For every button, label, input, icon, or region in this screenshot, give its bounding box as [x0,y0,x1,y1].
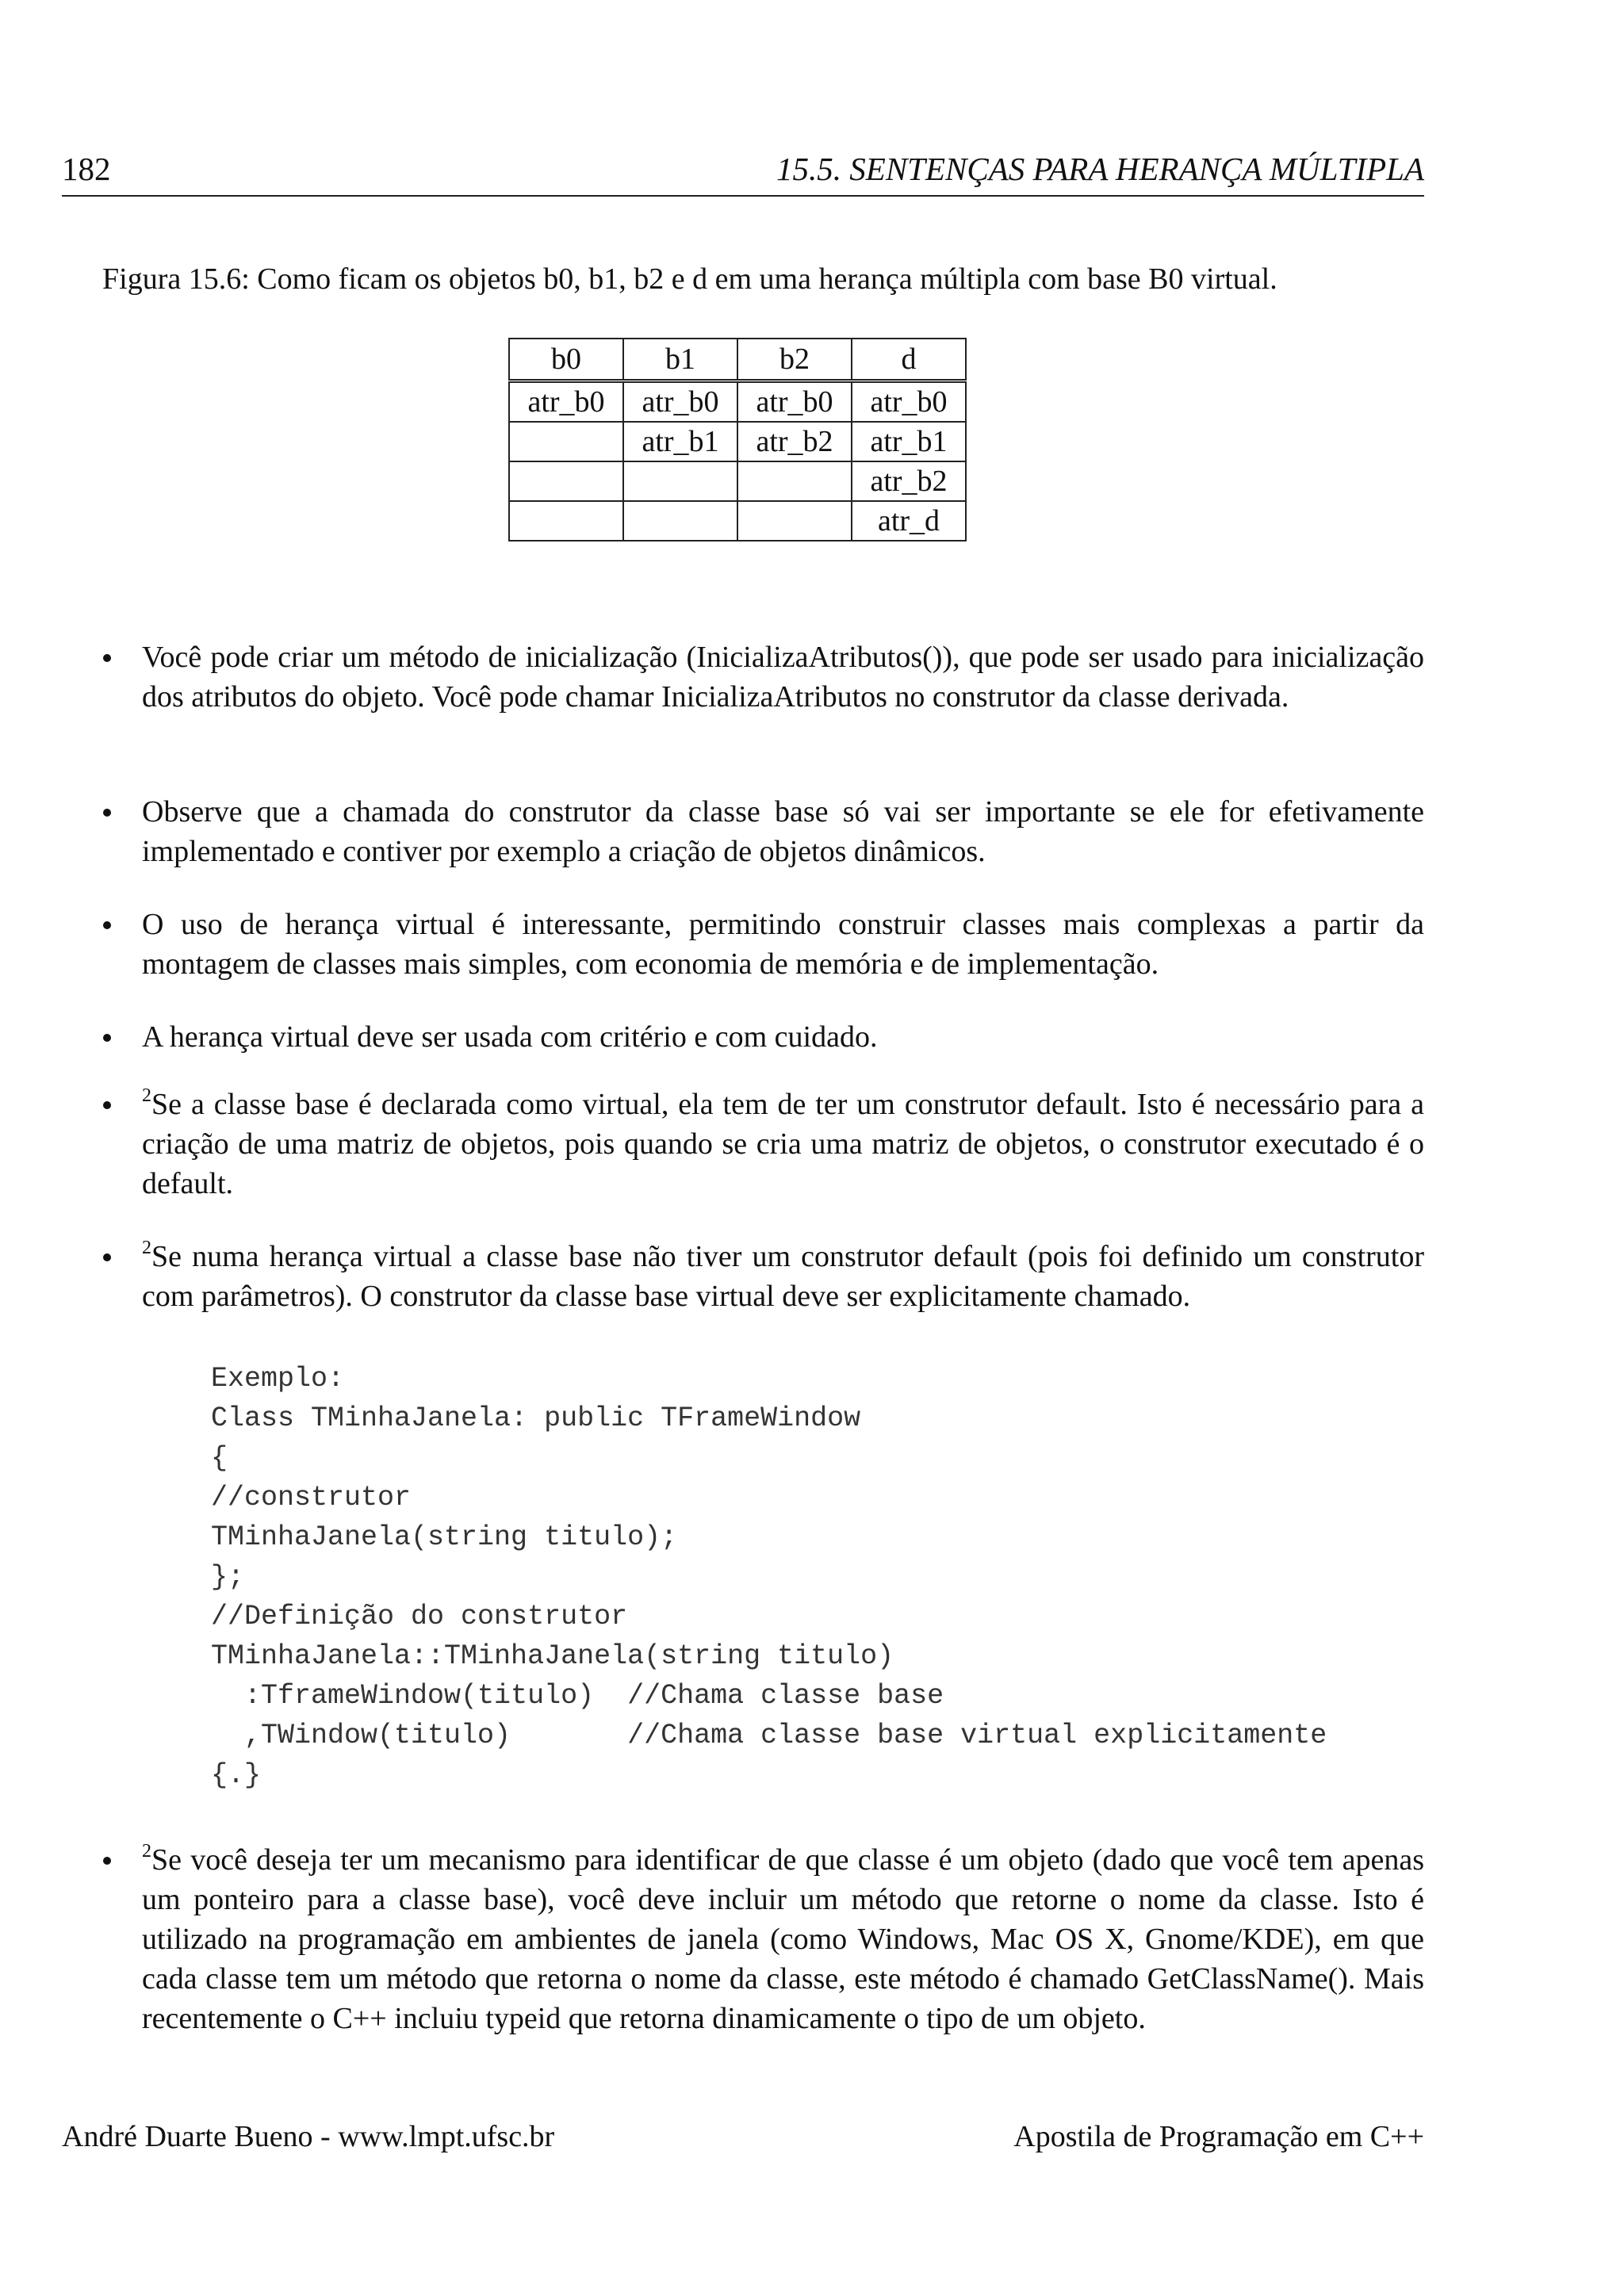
header-rule [62,195,1424,197]
table-cell [509,422,623,461]
bullet-text: O uso de herança virtual é interessante, permitindo construir classes mais complexas a partir da montagem de classes mais simples, com economia de memória e de implementação. [142,908,1424,981]
bullet-marker [103,1017,116,1030]
table-header-cell: b2 [737,339,852,381]
list-item [62,1840,1424,2038]
list-item [62,1085,1424,1203]
table-cell [623,501,737,541]
table-cell: atr_b0 [852,381,966,423]
bullet-marker [103,1840,116,1853]
footnote-marker: 2 [142,1238,151,1259]
page-number: 182 [62,151,111,187]
table-cell: atr_b1 [852,422,966,461]
table-cell [737,501,852,541]
bullet-text: Se numa herança virtual a classe base não tiver um construtor default (pois foi definido um construtor com parâmetros). O construtor da classe base virtual deve ser explicitamente chamado. [142,1240,1424,1313]
list-item [62,637,1424,717]
object-layout-table [508,338,967,541]
table-cell: atr_b0 [509,381,623,423]
bullet-text: Você pode criar um método de inicialização (InicializaAtributos()), que pode ser usado para inicialização dos atributos do objeto. Você pode chamar InicializaAtributos no construtor da classe derivada. [142,641,1424,714]
footnote-marker: 2 [142,1085,151,1107]
table-cell: atr_b1 [623,422,737,461]
list-item [62,1017,1424,1057]
bullet-marker [103,637,116,650]
table-row [509,501,966,541]
list-item [62,905,1424,984]
table-cell [623,461,737,501]
list-item [62,792,1424,871]
table-cell: atr_b0 [623,381,737,423]
footer-author: André Duarte Bueno - www.lmpt.ufsc.br [62,2120,555,2153]
table-cell: atr_d [852,501,966,541]
bullet-text: A herança virtual deve ser usada com critério e com cuidado. [142,1020,878,1054]
table-cell: atr_b2 [737,422,852,461]
table-cell [509,461,623,501]
running-title: 15.5. SENTENÇAS PARA HERANÇA MÚLTIPLA [776,151,1424,187]
table-cell: atr_b2 [852,461,966,501]
table-header-cell: d [852,339,966,381]
bullet-marker [103,792,116,805]
table-row [509,461,966,501]
bullet-marker [103,1085,116,1097]
bullet-text: Se você deseja ter um mecanismo para identificar de que classe é um objeto (dado que você tem apenas um ponteiro para a classe base), você deve incluir um método que retorne o nome da classe. Isto é utilizado na programação em ambientes de janela (como Windows, Mac OS X, Gnome/KDE), em que cada classe tem um método que retorna o nome da classe, este método é chamado GetClassName(). Mais recentemente o C++ incluiu typeid que retorna dinamicamente o tipo de um objeto. [142,1843,1424,2035]
table-header-cell: b1 [623,339,737,381]
bullet-text: Observe que a chamada do construtor da classe base só vai ser importante se ele for efetivamente implementado e contiver por exemplo a criação de objetos dinâmicos. [142,795,1424,868]
code-example: Exemplo: Class TMinhaJanela: public TFrameWindow { //construtor TMinhaJanela(string titulo); }; //Definição do construtor TMinhaJanela::TMinhaJanela(string titulo) :TframeWindow(titulo) //Chama classe base ,TWindow(titulo) //Chama classe base virtual explicitamente {.} [211,1363,1327,1791]
table-cell [509,501,623,541]
table-header-row [509,339,966,381]
table-header-cell: b0 [509,339,623,381]
footnote-marker: 2 [142,1841,151,1862]
list-item [62,1237,1424,1316]
table-cell [737,461,852,501]
figure-caption: Figura 15.6: Como ficam os objetos b0, b1, b2 e d em uma herança múltipla com base B0 virtual. [102,262,1277,296]
table-cell: atr_b0 [737,381,852,423]
bullet-text: Se a classe base é declarada como virtual, ela tem de ter um construtor default. Isto é necessário para a criação de uma matriz de objetos, pois quando se cria uma matriz de objetos, o construtor executado é o default. [142,1088,1424,1200]
bullet-marker [103,1237,116,1249]
table-row [509,422,966,461]
bullet-marker [103,905,116,917]
footer-book-title: Apostila de Programação em C++ [1013,2120,1424,2153]
table-row [509,381,966,423]
